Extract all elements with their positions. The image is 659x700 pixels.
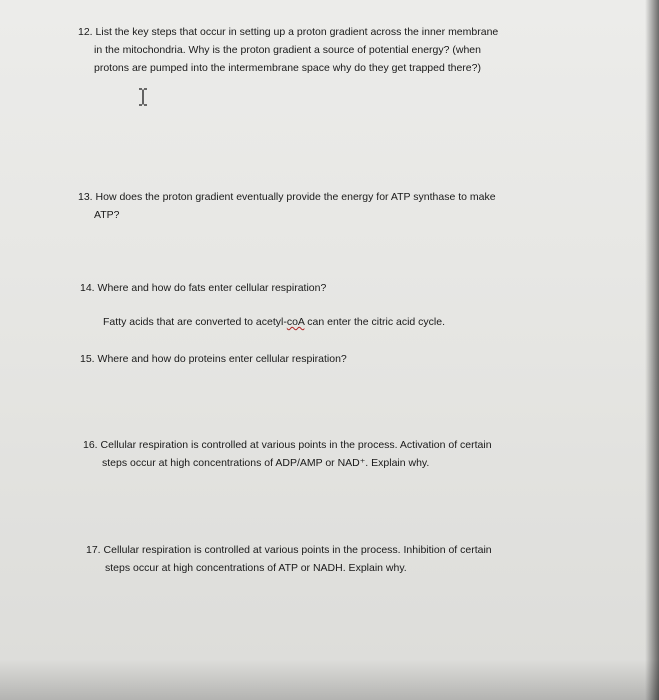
question-12 (78, 23, 498, 77)
photo-shadow-bottom (0, 660, 659, 700)
question-17-line-2: steps occur at high concentrations of ATP or NADH. Explain why. (105, 562, 407, 574)
question-text: Cellular respiration is controlled at various points in the process. Inhibition of certain (103, 544, 492, 556)
photo-shadow-right (645, 0, 659, 700)
answer-14-text-before: Fatty acids that are converted to acetyl- (103, 316, 287, 328)
question-number: 15. (80, 353, 95, 365)
question-text: Cellular respiration is controlled at various points in the process. Activation of certain (100, 439, 492, 451)
question-12-line-1 (78, 23, 498, 41)
question-number: 16. (83, 439, 98, 451)
question-14 (80, 279, 326, 297)
question-13-line-2: ATP? (94, 209, 120, 221)
question-17 (86, 541, 492, 577)
answer-14-text-after: can enter the citric acid cycle. (304, 316, 446, 328)
question-text: How does the proton gradient eventually provide the energy for ATP synthase to make (95, 191, 496, 203)
question-16 (83, 436, 492, 472)
question-14-line-1 (80, 279, 326, 297)
question-15 (80, 350, 347, 368)
text-cursor-icon (138, 88, 148, 106)
question-number: 17. (86, 544, 101, 556)
question-number: 12. (78, 26, 93, 38)
question-16-line-1 (83, 436, 492, 454)
answer-14 (103, 314, 445, 330)
question-text: Where and how do proteins enter cellular respiration? (97, 353, 347, 365)
question-15-line-1 (80, 350, 347, 368)
question-text: Where and how do fats enter cellular respiration? (97, 282, 327, 294)
answer-14-coa-misspelled: coA (286, 316, 305, 328)
question-number: 14. (80, 282, 95, 294)
question-text: List the key steps that occur in setting up a proton gradient across the inner membrane (95, 26, 499, 38)
question-13-line-1 (78, 188, 496, 206)
question-16-line-2: steps occur at high concentrations of ADP/AMP or NAD⁺. Explain why. (102, 457, 430, 469)
question-12-line-2: in the mitochondria. Why is the proton gradient a source of potential energy? (when (94, 44, 481, 56)
question-12-line-3: protons are pumped into the intermembrane space why do they get trapped there?) (94, 62, 481, 74)
question-13 (78, 188, 496, 224)
question-17-line-1 (86, 541, 492, 559)
question-number: 13. (78, 191, 93, 203)
